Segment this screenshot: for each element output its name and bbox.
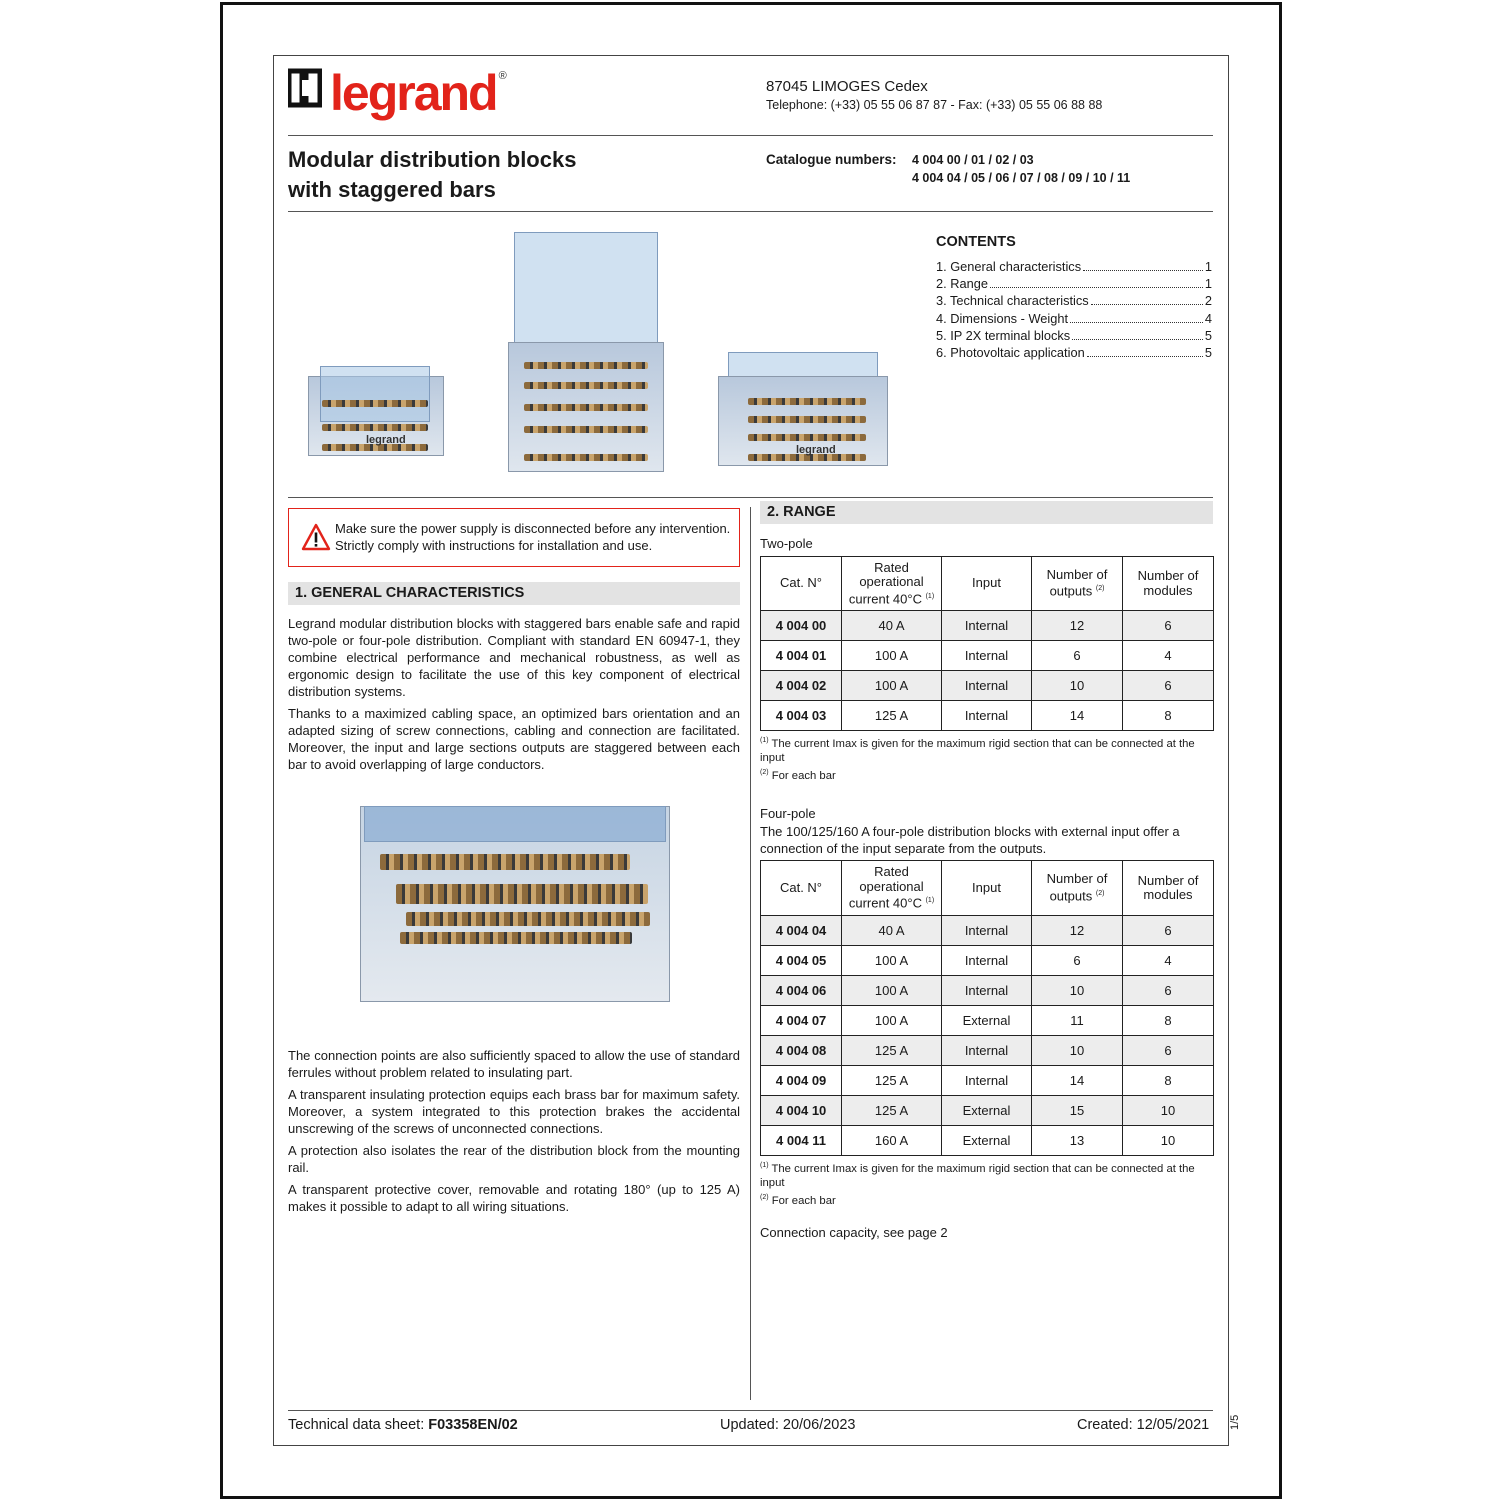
- toc-item-dimensions[interactable]: 4. Dimensions - Weight 4: [936, 310, 1212, 326]
- catalogue-numbers-1: 4 004 00 / 01 / 02 / 03: [912, 153, 1034, 167]
- general-text-top: Legrand modular distribution blocks with staggered bars enable safe and rapid two-pole or four-pole distribution. Compliant with standard EN 60947-1, they combine electrical performance and mechanical robustness, as well as ergonomic design to facilitate the use of this key component of electrical distribution systems. Thanks to a maximized cabling space, an optimized bars orientation and an adapted sizing of screw connections, cabling and connection are facilitated. Moreover, the input and large sections outputs are staggered between each bar to avoid overlapping of large conductors.: [288, 616, 740, 772]
- toc-item-photovoltaic[interactable]: 6. Photovoltaic application 5: [936, 344, 1212, 360]
- table-row: 4 004 09 125 A Internal 14 8: [761, 1066, 1214, 1096]
- two-pole-footnotes: $^{(1)}$ The current Imax is given for the maximum rigid section that can be connected at the input $^{(2)}$ For each bar: [760, 737, 1195, 782]
- catalogue-label: Catalogue numbers:: [766, 152, 897, 167]
- divider: [288, 497, 1213, 498]
- general-text-bottom: The connection points are also sufficiently spaced to allow the use of standard ferrules without problem related to insulating part. A transparent insulating protection equips each brass bar for maximum safety. Moreover, a system integrated to this protection brakes the accidental unscrewing of the screws of unconnected connections. A protection also isolates the rear of the distribution block from the mounting rail. A transparent protective cover, removable and rotating 180° (up to 125 A) makes it possible to adapt to all wiring situations.: [288, 1048, 740, 1214]
- table-header-row: Cat. N° Rated operational current 40°C $^{(1)}$ Input Number of outputs $^{(2)}$ Number of modules: [761, 861, 1214, 916]
- four-pole-label: Four-pole: [760, 806, 816, 821]
- table-row: 4 004 02 100 A Internal 10 6: [761, 671, 1214, 701]
- title-line-1: Modular distribution blocks: [288, 147, 577, 172]
- table-row: 4 004 07 100 A External 11 8: [761, 1006, 1214, 1036]
- table-row: 4 004 05 100 A Internal 6 4: [761, 946, 1214, 976]
- connection-capacity-note: Connection capacity, see page 2: [760, 1225, 948, 1240]
- legrand-mark-icon: [288, 68, 322, 108]
- table-header-row: Cat. N° Rated operational current 40°C $^{(1)}$ Input Number of outputs $^{(2)}$ Number of modules: [761, 557, 1214, 611]
- four-pole-table: [760, 860, 1214, 1156]
- table-row: 4 004 10 125 A External 15 10: [761, 1096, 1214, 1126]
- section-heading-general: 1. GENERAL CHARACTERISTICS: [288, 582, 740, 605]
- product-detail-photo: [360, 806, 670, 1002]
- divider: [288, 135, 1213, 136]
- two-pole-label: Two-pole: [760, 536, 813, 551]
- two-pole-table: [760, 556, 1214, 731]
- footer-created: Created: 12/05/2021: [1077, 1417, 1210, 1433]
- logo-wordmark: legrand: [330, 65, 497, 121]
- table-row: 4 004 06 100 A Internal 10 6: [761, 976, 1214, 1006]
- safety-warning: [288, 508, 740, 567]
- page-number: 1/5: [1229, 1414, 1241, 1430]
- section-heading-range: 2. RANGE: [760, 501, 1213, 524]
- toc-item-ip2x[interactable]: 5. IP 2X terminal blocks 5: [936, 327, 1212, 343]
- footer-updated: Updated: 20/06/2023: [720, 1417, 856, 1433]
- contents-title: CONTENTS: [936, 234, 1016, 250]
- table-row: 4 004 01 100 A Internal 6 4: [761, 641, 1214, 671]
- address-phone-fax: Telephone: (+33) 05 55 06 87 87 - Fax: (+33) 05 55 06 88 88: [766, 98, 1103, 112]
- address-city: 87045 LIMOGES Cedex: [766, 78, 928, 95]
- warning-text: Make sure the power supply is disconnected before any intervention. Strictly comply with instructions for installation and use.: [335, 521, 731, 553]
- toc-item-general[interactable]: 1. General characteristics 1: [936, 259, 1212, 274]
- table-row: 4 004 08 125 A Internal 10 6: [761, 1036, 1214, 1066]
- four-pole-footnotes: $^{(1)}$ The current Imax is given for the maximum rigid section that can be connected at the input $^{(2)}$ For each bar: [760, 1162, 1195, 1207]
- legrand-logo: [288, 65, 507, 121]
- registered-mark: ®: [498, 70, 507, 82]
- toc-item-range[interactable]: 2. Range 1: [936, 276, 1212, 292]
- title-line-2: with staggered bars: [288, 177, 496, 202]
- product-photo-large: [506, 232, 666, 472]
- table-row: 4 004 11 160 A External 13 10: [761, 1126, 1214, 1156]
- footer-sheet: Technical data sheet: F03358EN/02: [288, 1417, 518, 1433]
- divider: [288, 211, 1213, 212]
- table-row: 4 004 00 40 A Internal 12 6: [761, 611, 1214, 641]
- document-title: [288, 145, 708, 205]
- product-photo-medium: legrand: [714, 350, 892, 468]
- footer-divider: [288, 1410, 1213, 1411]
- column-divider: [750, 507, 751, 1400]
- table-row: 4 004 03 125 A Internal 14 8: [761, 701, 1214, 731]
- four-pole-intro: The 100/125/160 A four-pole distribution blocks with external input offer a connection of the input separate from the outputs.: [760, 824, 1180, 856]
- catalogue-numbers-2: 4 004 04 / 05 / 06 / 07 / 08 / 09 / 10 / 11: [912, 171, 1131, 185]
- table-row: 4 004 04 40 A Internal 12 6: [761, 916, 1214, 946]
- product-photo-small: legrand: [300, 362, 448, 462]
- table-of-contents: [936, 259, 1212, 362]
- toc-item-technical[interactable]: 3. Technical characteristics 2: [936, 293, 1212, 309]
- warning-triangle-icon: [301, 523, 331, 551]
